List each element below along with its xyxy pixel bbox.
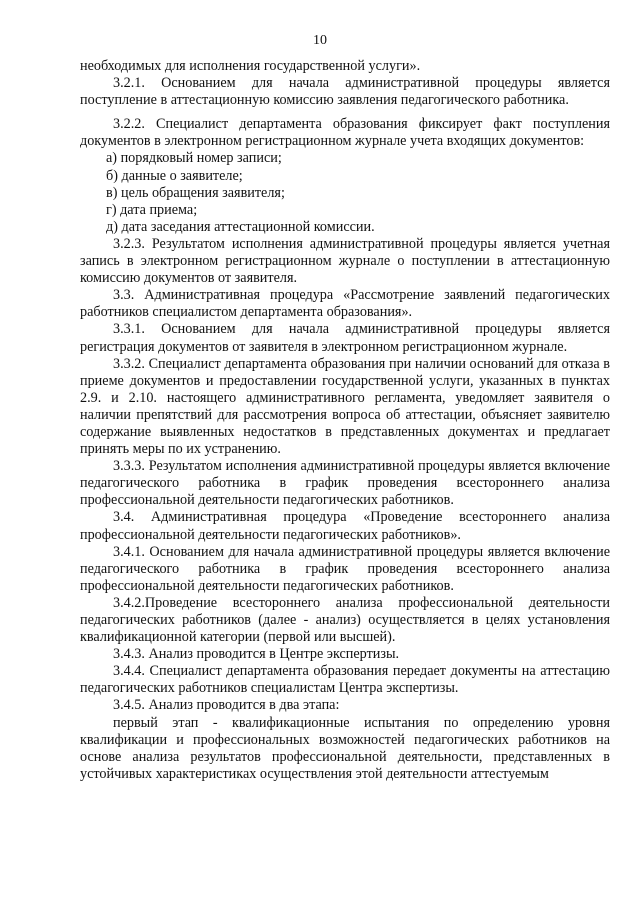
paragraph-3-2-1: 3.2.1. Основанием для начала административной процедуры является поступление в аттестационную комиссию заявления педагогического работника. [80,75,610,109]
paragraph-3-4-5: 3.4.5. Анализ проводится в два этапа: [113,697,340,714]
paragraph-continuation: необходимых для исполнения государственной услуги». [80,58,421,74]
paragraph-first-stage: первый этап - квалификационные испытания по определению уровня квалификации и профессиональных возможностей педагогических работников на основе анализа результатов профессиональной деятельности, представленных в устойчивых характеристиках осуществления этой деятельности аттестуемым [80,714,610,782]
list-item-e: д) дата заседания аттестационной комиссии. [106,218,375,235]
paragraph-3-3-3: 3.3.3. Результатом исполнения административной процедуры является включение педагогического работника в график проведения всестороннего анализа профессиональной деятельности педагогических работников. [80,458,610,509]
paragraph-3-3-1: 3.3.1. Основанием для начала административной процедуры является регистрация документов от заявителя в электронном регистрационном журнале. [80,321,610,355]
paragraph-3-3: 3.3. Административная процедура «Рассмотрение заявлений педагогических работников специалистом департамента образования». [80,287,610,321]
page-number: 10 [313,33,327,48]
paragraph-3-3-2: 3.3.2. Специалист департамента образования при наличии оснований для отказа в приеме документов и предоставлении государственной услуги, указанных в пунктах 2.9. и 2.10. настоящего административного регламента, уведомляет заявителя о наличии препятствий для рассмотрения вопроса об аттестации, объясняет заявителю содержание выявленных недостатков в представленных документах и предлагает принять меры по их устранению. [80,355,610,458]
list-item-c: в) цель обращения заявителя; [106,184,285,201]
paragraph-3-4-1: 3.4.1. Основанием для начала административной процедуры является включение педагогического работника в график проведения всестороннего анализа профессиональной деятельности педагогических работников. [80,543,610,594]
list-item-a: а) порядковый номер записи; [106,150,282,167]
list-item-b: б) данные о заявителе; [106,167,243,184]
paragraph-3-4-2: 3.4.2.Проведение всестороннего анализа профессиональной деятельности педагогических работников (далее - анализ) осуществляется в целях установления квалификационной категории (первой или высшей). [80,594,610,646]
paragraph-3-2-3: 3.2.3. Результатом исполнения административной процедуры является учетная запись в электронном регистрационном журнале о поступлении в аттестационную комиссию документов от заявителя. [80,235,610,287]
list-item-d: г) дата приема; [106,201,198,218]
document-body [80,58,610,783]
paragraph-3-2-2: 3.2.2. Специалист департамента образования фиксирует факт поступления документов в электронном регистрационном журнале учета входящих документов: [80,116,610,150]
paragraph-3-4-3: 3.4.3. Анализ проводится в Центре экспертизы. [113,646,400,663]
paragraph-3-4: 3.4. Административная процедура «Проведение всестороннего анализа профессиональной деятельности педагогических работников». [80,509,610,543]
paragraph-3-4-4: 3.4.4. Специалист департамента образования передает документы на аттестацию педагогических работников специалистам Центра экспертизы. [80,663,610,697]
